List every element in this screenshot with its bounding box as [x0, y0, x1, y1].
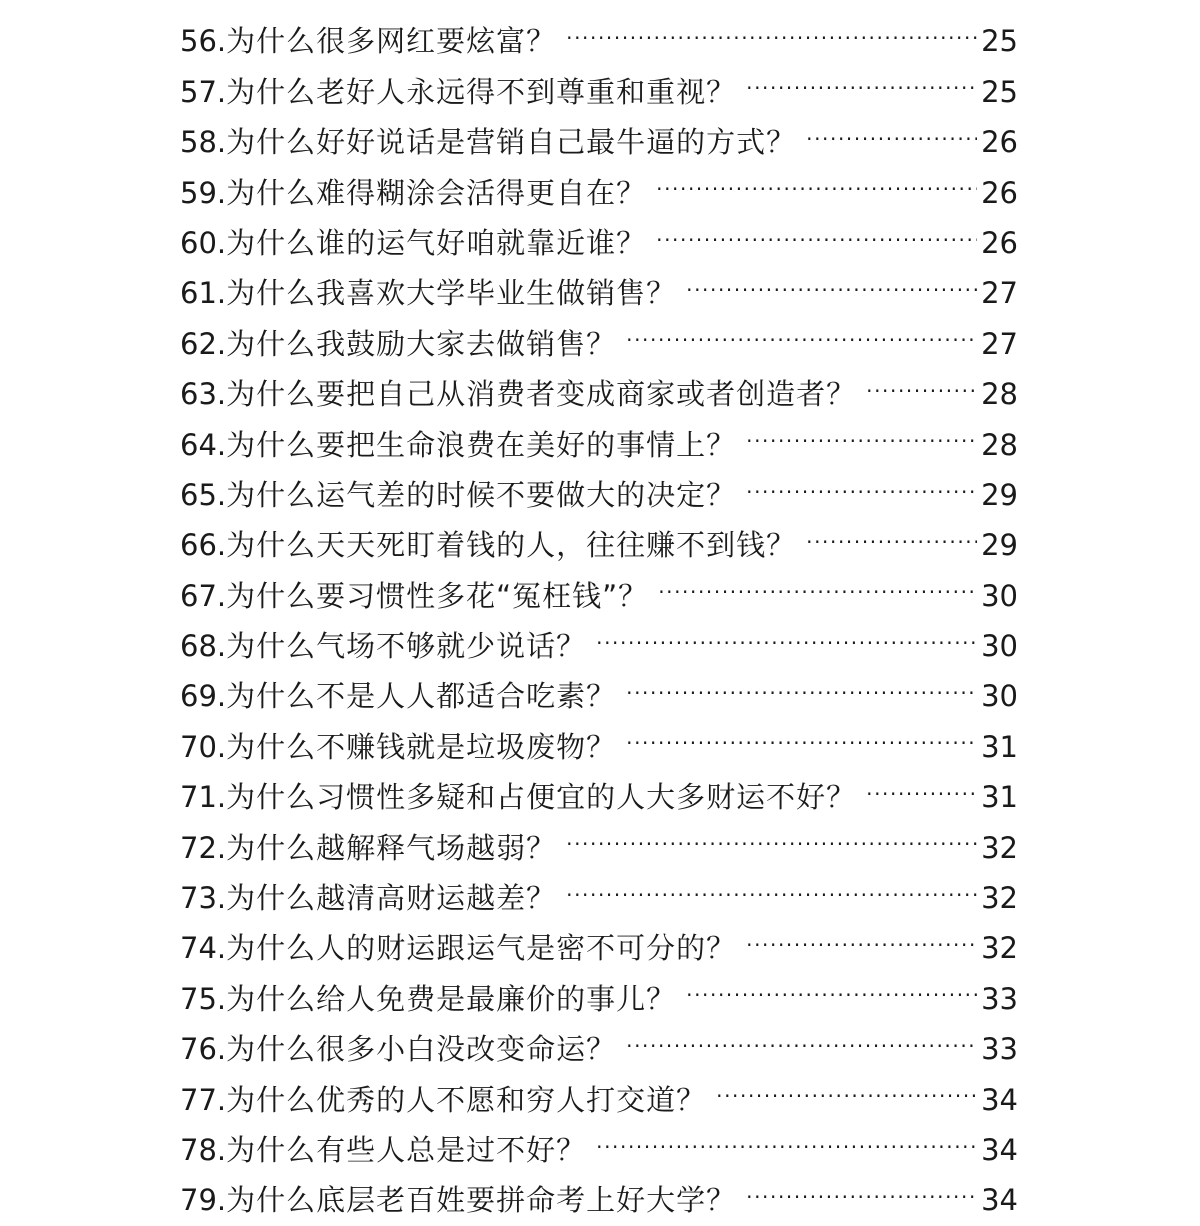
dot-leader [596, 606, 977, 656]
toc-entry-number: 65. [180, 477, 227, 512]
dot-leader [656, 152, 977, 202]
toc-entry-number: 69. [180, 679, 227, 714]
toc-entry-page-number: 31 [981, 729, 1018, 764]
toc-entry-page-number: 26 [981, 175, 1018, 210]
dot-leader [806, 505, 977, 555]
toc-entry-title: 为什么气场不够就少说话？ [226, 629, 587, 664]
toc-entry-title: 为什么给人免费是最廉价的事儿？ [226, 981, 677, 1016]
toc-entry-title: 为什么人的财运跟运气是密不可分的？ [226, 931, 737, 966]
toc-entry-title: 为什么我鼓励大家去做销售？ [226, 326, 617, 361]
toc-entry-number: 62. [180, 326, 227, 361]
dot-leader [716, 1059, 977, 1109]
toc-entry-number: 57. [180, 74, 227, 109]
toc-entry-page-number: 26 [981, 225, 1018, 260]
toc-entry-number: 64. [180, 427, 227, 462]
toc-entry-number: 71. [180, 780, 227, 815]
dot-leader [686, 253, 977, 303]
dot-leader [866, 757, 977, 807]
toc-entry-title: 为什么很多小白没改变命运？ [226, 1032, 617, 1067]
toc-entry-page-number: 30 [981, 629, 1018, 664]
toc-entry-title: 为什么很多网红要炫富？ [226, 24, 557, 59]
dot-leader [746, 455, 977, 505]
dot-leader [626, 706, 977, 756]
toc-entry-page-number: 27 [981, 326, 1018, 361]
toc-entry-page-number: 34 [981, 1132, 1018, 1167]
dot-leader [566, 807, 977, 857]
table-of-contents [180, 1, 1018, 1218]
toc-entry-page-number: 29 [981, 528, 1018, 563]
toc-entry-number: 76. [180, 1032, 227, 1067]
toc-entry-number: 73. [180, 881, 227, 916]
toc-entry-title: 为什么谁的运气好咱就靠近谁？ [226, 225, 647, 260]
toc-entry-number: 74. [180, 931, 227, 966]
dot-leader [686, 958, 977, 1008]
dot-leader [656, 203, 977, 253]
toc-entry-title: 为什么老好人永远得不到尊重和重视？ [226, 74, 737, 109]
toc-entry-page-number: 25 [981, 24, 1018, 59]
toc-entry-number: 77. [180, 1082, 227, 1117]
toc-entry-number: 56. [180, 24, 227, 59]
toc-entry-title: 为什么要习惯性多花“冤枉钱”？ [226, 578, 649, 613]
dot-leader [746, 404, 977, 454]
toc-entry-page-number: 33 [981, 1032, 1018, 1067]
toc-entry-page-number: 28 [981, 427, 1018, 462]
toc-entry-page-number: 30 [981, 679, 1018, 714]
toc-entry-number: 58. [180, 125, 227, 160]
toc-entry-page-number: 34 [981, 1183, 1018, 1218]
toc-entry-title: 为什么好好说话是营销自己最牛逼的方式？ [226, 125, 797, 160]
toc-entry-title: 为什么越解释气场越弱？ [226, 830, 557, 865]
toc-entry-page-number: 28 [981, 377, 1018, 412]
toc-entry-page-number: 29 [981, 477, 1018, 512]
toc-entry-number: 68. [180, 629, 227, 664]
toc-entry-page-number: 30 [981, 578, 1018, 613]
toc-entry-title: 为什么难得糊涂会活得更自在？ [226, 175, 647, 210]
dot-leader [866, 354, 977, 404]
toc-entry-title: 为什么不赚钱就是垃圾废物？ [226, 729, 617, 764]
toc-entry-title: 为什么不是人人都适合吃素？ [226, 679, 617, 714]
toc-entry-title: 为什么我喜欢大学毕业生做销售？ [226, 276, 677, 311]
dot-leader [626, 303, 977, 353]
toc-entry-title: 为什么优秀的人不愿和穷人打交道？ [226, 1082, 707, 1117]
toc-entry-page-number: 27 [981, 276, 1018, 311]
toc-entry-number: 59. [180, 175, 227, 210]
toc-entry-page-number: 34 [981, 1082, 1018, 1117]
toc-entry-page-number: 26 [981, 125, 1018, 160]
toc-entry-number: 75. [180, 981, 227, 1016]
toc-entry-page-number: 32 [981, 931, 1018, 966]
toc-entry-title: 为什么要把自己从消费者变成商家或者创造者？ [226, 377, 857, 412]
dot-leader [596, 1110, 977, 1160]
toc-entry-page-number: 31 [981, 780, 1018, 815]
dot-leader [626, 656, 977, 706]
toc-entry-number: 61. [180, 276, 227, 311]
toc-entry-page-number: 33 [981, 981, 1018, 1016]
toc-entry-page-number: 32 [981, 830, 1018, 865]
dot-leader [746, 908, 977, 958]
dot-leader [746, 51, 977, 101]
toc-entry-title: 为什么底层老百姓要拼命考上好大学？ [226, 1183, 737, 1218]
toc-entry-number: 67. [180, 578, 227, 613]
dot-leader [626, 1009, 977, 1059]
toc-entry-title: 为什么习惯性多疑和占便宜的人大多财运不好？ [226, 780, 857, 815]
toc-entry-number: 72. [180, 830, 227, 865]
toc-entry-number: 63. [180, 377, 227, 412]
toc-entry-number: 70. [180, 729, 227, 764]
dot-leader [566, 1, 977, 51]
toc-entry-page-number: 32 [981, 881, 1018, 916]
toc-entry-title: 为什么天天死盯着钱的人，往往赚不到钱？ [226, 528, 797, 563]
toc-entry-number: 60. [180, 225, 227, 260]
dot-leader [566, 858, 977, 908]
dot-leader [806, 102, 977, 152]
toc-entry-title: 为什么要把生命浪费在美好的事情上？ [226, 427, 737, 462]
toc-entry-number: 66. [180, 528, 227, 563]
toc-entry-title: 为什么越清高财运越差？ [226, 881, 557, 916]
toc-entry-number: 78. [180, 1132, 227, 1167]
toc-entry-title: 为什么有些人总是过不好？ [226, 1132, 587, 1167]
toc-entry-number: 79. [180, 1183, 227, 1218]
dot-leader [746, 1160, 977, 1210]
toc-entry[interactable] [180, 1, 1018, 59]
toc-entry-page-number: 25 [981, 74, 1018, 109]
dot-leader [658, 555, 977, 605]
toc-entry-title: 为什么运气差的时候不要做大的决定？ [226, 477, 737, 512]
